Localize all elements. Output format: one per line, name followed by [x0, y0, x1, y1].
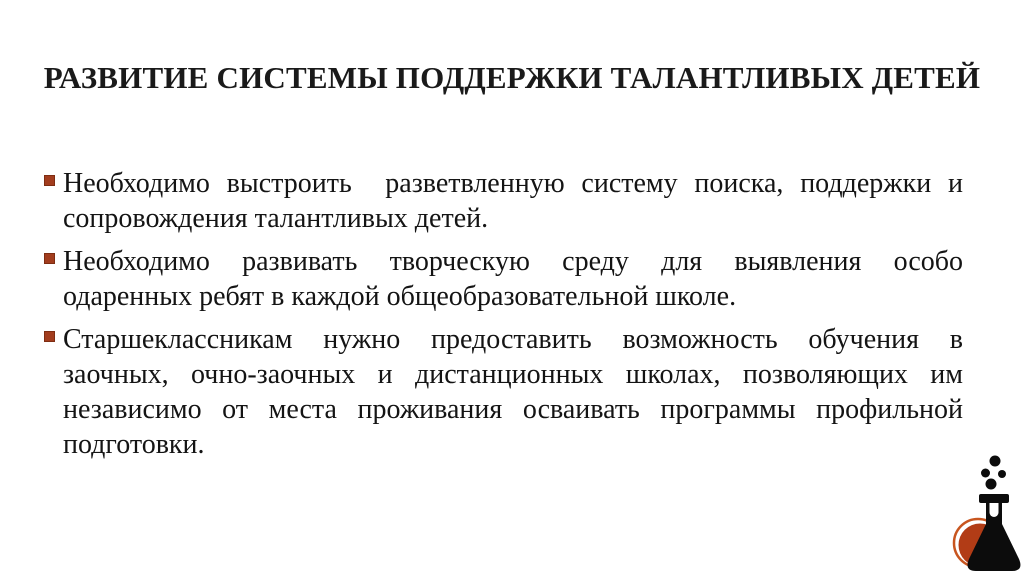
bullet-list: [44, 166, 964, 470]
flask-decoration: [930, 440, 1024, 576]
flask-neck-opening: [990, 503, 999, 517]
erlenmeyer-flask-with-bubbles-icon: [930, 440, 1024, 576]
bullet-text: [63, 166, 963, 236]
bullet-text-line: Старшеклассникам нужно предоставить возможность обучения в: [63, 324, 963, 355]
bullet-text: [63, 322, 963, 462]
square-bullet-icon: [44, 331, 55, 342]
bullet-text-line: независимо от места проживания осваивать программы профильной: [63, 394, 963, 425]
bullet-text-line: сопровождения талантливых детей.: [63, 203, 489, 234]
bullet-item: [44, 322, 964, 462]
bullet-text-line: заочных, очно-заочных и дистанционных школах, позволяющих им: [63, 359, 963, 390]
bullet-text-line: Необходимо развивать творческую среду для выявления особо: [63, 246, 963, 277]
bullet-item: [44, 166, 964, 236]
slide-title: РАЗВИТИЕ СИСТЕМЫ ПОДДЕРЖКИ ТАЛАНТЛИВЫХ ДЕТЕЙ: [43, 60, 981, 95]
bullet-text: [63, 244, 963, 314]
square-bullet-icon: [44, 253, 55, 264]
bullet-text-line: Необходимо выстроить разветвленную систему поиска, поддержки и: [63, 168, 963, 199]
bullet-text-line: подготовки.: [63, 429, 205, 460]
bullet-text-line: одаренных ребят в каждой общеобразовательной школе.: [63, 281, 737, 312]
bullet-item: [44, 244, 964, 314]
square-bullet-icon: [44, 175, 55, 186]
bubbles-icon: [981, 456, 1006, 490]
